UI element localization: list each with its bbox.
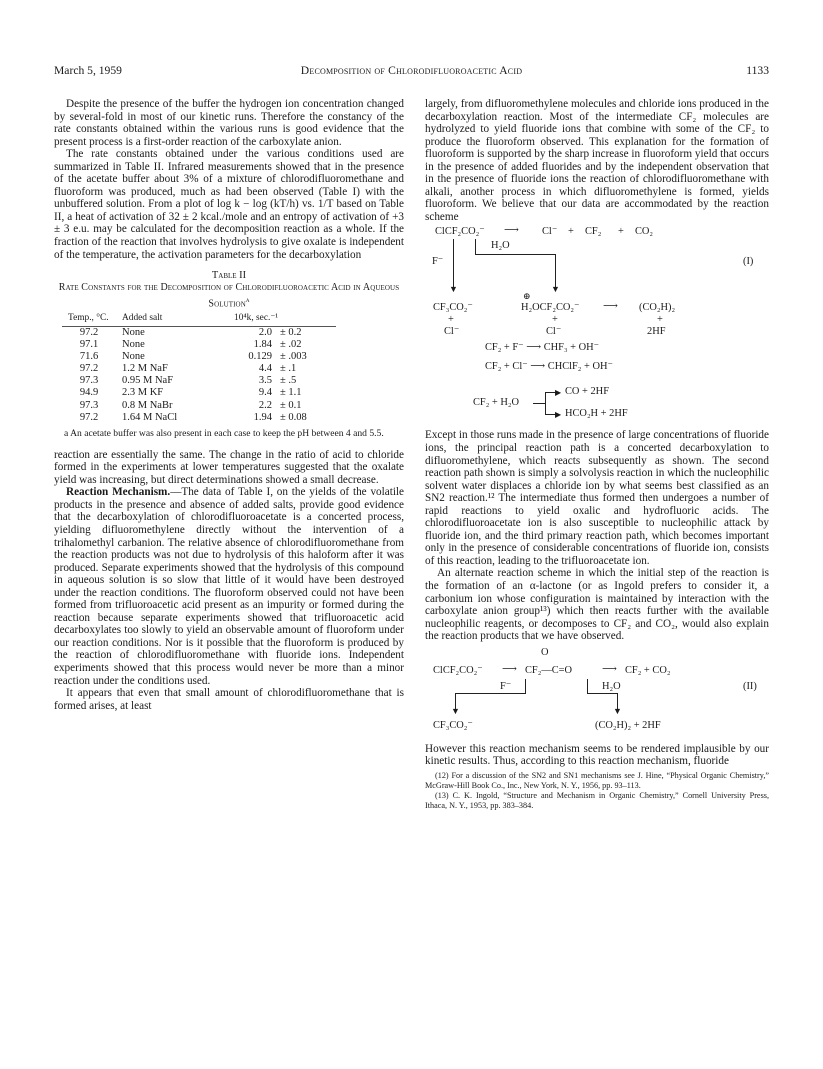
table-cell: 0.129: [248, 351, 272, 363]
table-cell: 97.2: [79, 411, 99, 423]
column-header: 10⁴k, sec.⁻¹: [228, 312, 336, 326]
table-cell: ± 0.08: [280, 411, 307, 423]
table-cell: ± 0.1: [280, 399, 302, 411]
table-cell: 1.84: [253, 339, 272, 351]
table-cell: 97.1: [79, 339, 99, 351]
table-cell: ± 1.1: [280, 387, 302, 399]
table-title: Table II: [211, 270, 247, 282]
table-cell: 97.2: [79, 326, 99, 338]
table-row: [62, 326, 336, 339]
paragraph: reaction are essentially the same. The change in the ratio of acid to chloride formed in the experiments at lower temperatures suggested that the oxalate yield was increasing, but direct determinations showed a small decrease.: [54, 448, 404, 486]
table-cell: 2.3 M KF: [122, 387, 164, 399]
table-row: [62, 339, 336, 351]
table-row: [62, 387, 336, 399]
table-subtitle: Rate Constants for the Decomposition of Chlorodifluoroacetic Acid in Aqueous Solution$^a$: [58, 282, 400, 310]
table-row: [62, 400, 336, 412]
paragraph: Despite the presence of the buffer the hydrogen ion concentration changed by several-fold in most of our kinetic runs. Therefore the constancy of the rate constants obtained within the various runs is good evidence that the present process is a first-order reaction of the carboxylate anion.: [54, 98, 404, 148]
table-cell: 4.4: [258, 363, 272, 375]
footnote-12: (12) For a discussion of the SN2 and SN1 mechanisms see J. Hine, “Physical Organic Chemistry,” McGraw-Hill Book Co., Inc., New York, N. Y., 1956, pp. 93–113.: [425, 770, 769, 790]
header-date: March 5, 1959: [54, 64, 122, 77]
paragraph: However this reaction mechanism seems to be rendered implausible by our kinetic results. Thus, according to this reaction mechanism, fluoride: [425, 742, 769, 768]
reaction-scheme-i-hydrolysis: CF₂ + H₂O CO + 2HF HCO₂H + 2HF ▶ ▶: [473, 386, 628, 420]
table-cell: 9.4: [258, 387, 272, 399]
table-cell: 97.2: [79, 363, 99, 375]
paragraph: Except in those runs made in the presence of large concentrations of fluoride ions, the principal reaction path is a concerted decarboxylation to difluoromethylene, which reacts subsequently as shown. The second reaction path shown is simply a solvolysis reaction in which the nucleophilic solvent water displaces a chloride ion by what seems best classified as an SN2 reaction.¹² The intermediate thus formed then undergoes a number of rapid reactions to yield oxalic and hydrofluoric acids. The chlorodifluoroacetate ion is also susceptible to nucleophilic attack by fluoride ion, and the third primary reaction path, which becomes important only in the presence of considerable concentrations of fluoride ion, consists of this reaction, leading to the trifluoroacetate ion.: [425, 429, 769, 567]
paragraph: It appears that even that small amount of chlorodifluoromethane that is formed arises, at least: [54, 687, 404, 712]
right-column: [425, 98, 769, 811]
table-cell: 97.3: [79, 399, 99, 411]
table-cell: 1.2 M NaF: [122, 363, 168, 375]
table-row: [62, 412, 336, 424]
header-title: Decomposition of Chlorodifluoroacetic Acid: [300, 64, 523, 77]
paragraph: An alternate reaction scheme in which the initial step of the reaction is the formation of an α-lactone (or as Ingold prefers to consider it, a carbonium ion whose configuration is maintained by interaction with the carboxylate anion group¹³) which then reacts further with the available nucleophilic reagents, or decomposes to CF₂ and CO₂, would also explain the reaction products that we have observed.: [425, 567, 769, 643]
table-cell: 2.2: [258, 399, 272, 411]
table-cell: 0.95 M NaF: [122, 375, 174, 387]
left-column: [54, 98, 404, 712]
table-cell: 71.6: [79, 351, 99, 363]
reaction-scheme-i: ClCF₂CO₂⁻ ⟶ Cl⁻ + CF₂ + CO₂ H₂O F⁻ (I) ▼ ▼ ⊕ CF₃CO₂⁻ H₂OCF₂CO₂⁻ ⟶ (CO₂H)₂ + + + Cl⁻ Cl⁻ 2HF CF₂ + F⁻ ⟶ CHF₃ + OH⁻ CF₂ + Cl⁻ ⟶ CHClF₂ + OH⁻: [432, 225, 754, 373]
table-row: [62, 363, 336, 375]
table-row: [62, 375, 336, 387]
table-cell: 1.94: [253, 411, 272, 423]
rate-constants-table: [62, 312, 336, 423]
reaction-scheme-ii: O ClCF₂CO₂⁻ ⟶ CF₂—C=O ⟶ CF₂ + CO₂ F⁻ H₂O (II) ▼ ▼ CF₃CO₂⁻ (CO₂H)₂ + 2HF: [433, 646, 757, 731]
table-cell: None: [122, 326, 145, 338]
footnote-13: (13) C. K. Ingold, “Structure and Mechanism in Organic Chemistry,” Cornell University Press, Ithaca, N. Y., 1953, pp. 383–384.: [425, 790, 769, 810]
paragraph: The rate constants obtained under the various conditions used are summarized in Table II. Infrared measurements showed that in the presence of the acetate buffer about 3% of a mixture of chlorodifluoromethane and fluoroform was produced, much as had been observed (Table I) with the unbuffered solution. From a plot of log k − log (kT/h) vs. 1/T based on Table II, a heat of activation of 32 ± 2 kcal./mole and an entropy of activation of +3 ± 3 e.u. may be calculated for the decomposition reaction as a whole. If the fraction of the reaction that involves hydrolysis to give oxalate is independent of the temperature, the activation parameters for the decarboxylation: [54, 148, 404, 261]
header-page-number: 1133: [746, 64, 769, 77]
table-cell: 97.3: [79, 375, 99, 387]
paragraph: largely, from difluoromethylene molecules and chloride ions produced in the decarboxylation reaction. Most of the intermediate CF₂ molecules are hydrolyzed to yield fluoride ions that combine with some of the CF₂ to produce the fluoroform observed. This explanation for the formation of fluoroform is supported by the sharp increase in fluoroform yield that occurs in the presence of added fluorides and by the independent observation that in the presence of fluoride ions the reaction of chlorodifluoromethane with alkali, another process in which difluoromethylene is formed, yields fluoroform. We believe that our data are accommodated by the reaction scheme: [425, 98, 769, 223]
table-cell: 94.9: [79, 387, 99, 399]
table-cell: ± .02: [280, 339, 302, 351]
table-ii: [54, 270, 404, 439]
table-cell: ± 0.2: [280, 326, 302, 338]
section-heading: Reaction Mechanism.: [66, 486, 171, 499]
table-cell: 3.5: [258, 375, 272, 387]
table-cell: ± .003: [280, 351, 307, 363]
paragraph: Reaction Mechanism.—The data of Table I, on the yields of the volatile products in the presence and absence of added salts, provide good evidence that the decarboxylation of chlorodifluoroacetate is a concerted process, yielding difluoromethylene directly without the intervention of a trihalomethyl carbanion. The relative absence of chlorodifluoromethane from the reaction products was not due to hydrolysis of this haloform after it was produced. Separate experiments showed that the hydrolysis of this compound in aqueous solution is so slow that little of it would have been destroyed under the reaction conditions. The fluoroform observed could not have been formed from trifluoroacetic acid present as an impurity or formed during the reaction because separate experiments showed that trifluoroacetic acid decarboxylates too slowly to yield an observable amount of fluoroform under our reaction conditions. Nor is it possible that the fluoroform is produced by the reaction of chlorodifluoromethane with fluoride ions. Independent experiments showed that this process would never be more than a minor reaction under the conditions used.: [54, 486, 404, 687]
page-header: [54, 64, 769, 80]
table-cell: 0.8 M NaBr: [122, 399, 173, 411]
table-cell: None: [122, 339, 145, 351]
column-header: Temp., °C.: [62, 312, 116, 326]
table-cell: ± .1: [280, 363, 297, 375]
table-row: [62, 351, 336, 363]
table-footnote: a An acetate buffer was also present in each case to keep the pH between 4 and 5.5.: [64, 427, 384, 439]
table-cell: 2.0: [258, 326, 272, 338]
table-cell: ± .5: [280, 375, 297, 387]
table-cell: 1.64 M NaCl: [122, 411, 178, 423]
column-header: Added salt: [116, 312, 228, 326]
table-cell: None: [122, 351, 145, 363]
